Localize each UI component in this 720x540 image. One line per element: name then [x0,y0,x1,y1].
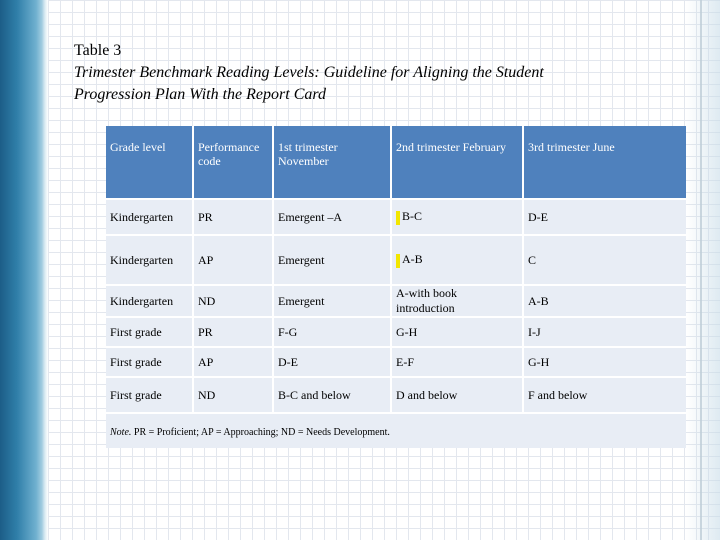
table-title-block [74,40,674,106]
cell-t2 [392,198,524,234]
table-row [106,234,686,284]
header-grade-level: Grade level [106,126,194,198]
cell-t2 [392,234,524,284]
note-content [110,427,390,438]
cell-t1: F-G [274,316,392,346]
cell-t2-text: A-B [402,252,423,267]
cell-t1: Emergent –A [274,198,392,234]
cell-t3: C [524,234,686,284]
cell-t2-text: B-C [402,209,423,224]
cell-t2: E-F [392,346,524,376]
cell-t3: A-B [524,284,686,316]
cell-t2: G-H [392,316,524,346]
cell-t3: I-J [524,316,686,346]
cell-grade: Kindergarten [106,234,194,284]
table-row [106,198,686,234]
header-1st-trimester: 1st trimester November [274,126,392,198]
table-row [106,346,686,376]
cell-t1: Emergent [274,284,392,316]
header-performance-code: Performance code [194,126,274,198]
table-row [106,376,686,412]
table-row [106,316,686,346]
cell-t1: Emergent [274,234,392,284]
cell-code: AP [194,346,274,376]
cell-t1: D-E [274,346,392,376]
cell-grade: Kindergarten [106,284,194,316]
table-caption-line-1: Trimester Benchmark Reading Levels: Guideline for Aligning the Student [74,64,544,81]
cell-code: PR [194,198,274,234]
cell-code: AP [194,234,274,284]
note-text: PR = Proficient; AP = Approaching; ND = Needs Development. [133,426,390,438]
cell-t3: F and below [524,376,686,412]
cell-grade: First grade [106,346,194,376]
cell-grade: Kindergarten [106,198,194,234]
note-row [106,412,686,448]
cell-t1: B-C and below [274,376,392,412]
header-row [106,126,686,198]
cell-t2: A-with book introduction [392,284,524,316]
cell-code: ND [194,376,274,412]
right-decorative-bar [686,0,720,540]
table-note [106,412,686,448]
cell-code: ND [194,284,274,316]
right-decorative-line [700,0,702,540]
highlight-mark [396,211,400,225]
table-caption-line-2: Progression Plan With the Report Card [74,86,326,103]
benchmark-table [106,126,686,448]
table-number: Table 3 [74,42,122,59]
table-row [106,284,686,316]
highlight-mark [396,254,400,268]
cell-t3: D-E [524,198,686,234]
header-3rd-trimester: 3rd trimester June [524,126,686,198]
cell-t2: D and below [392,376,524,412]
header-2nd-trimester: 2nd trimester February [392,126,524,198]
cell-code: PR [194,316,274,346]
left-decorative-bar [0,0,48,540]
cell-grade: First grade [106,376,194,412]
note-label: Note. [110,426,132,438]
cell-grade: First grade [106,316,194,346]
cell-t3: G-H [524,346,686,376]
